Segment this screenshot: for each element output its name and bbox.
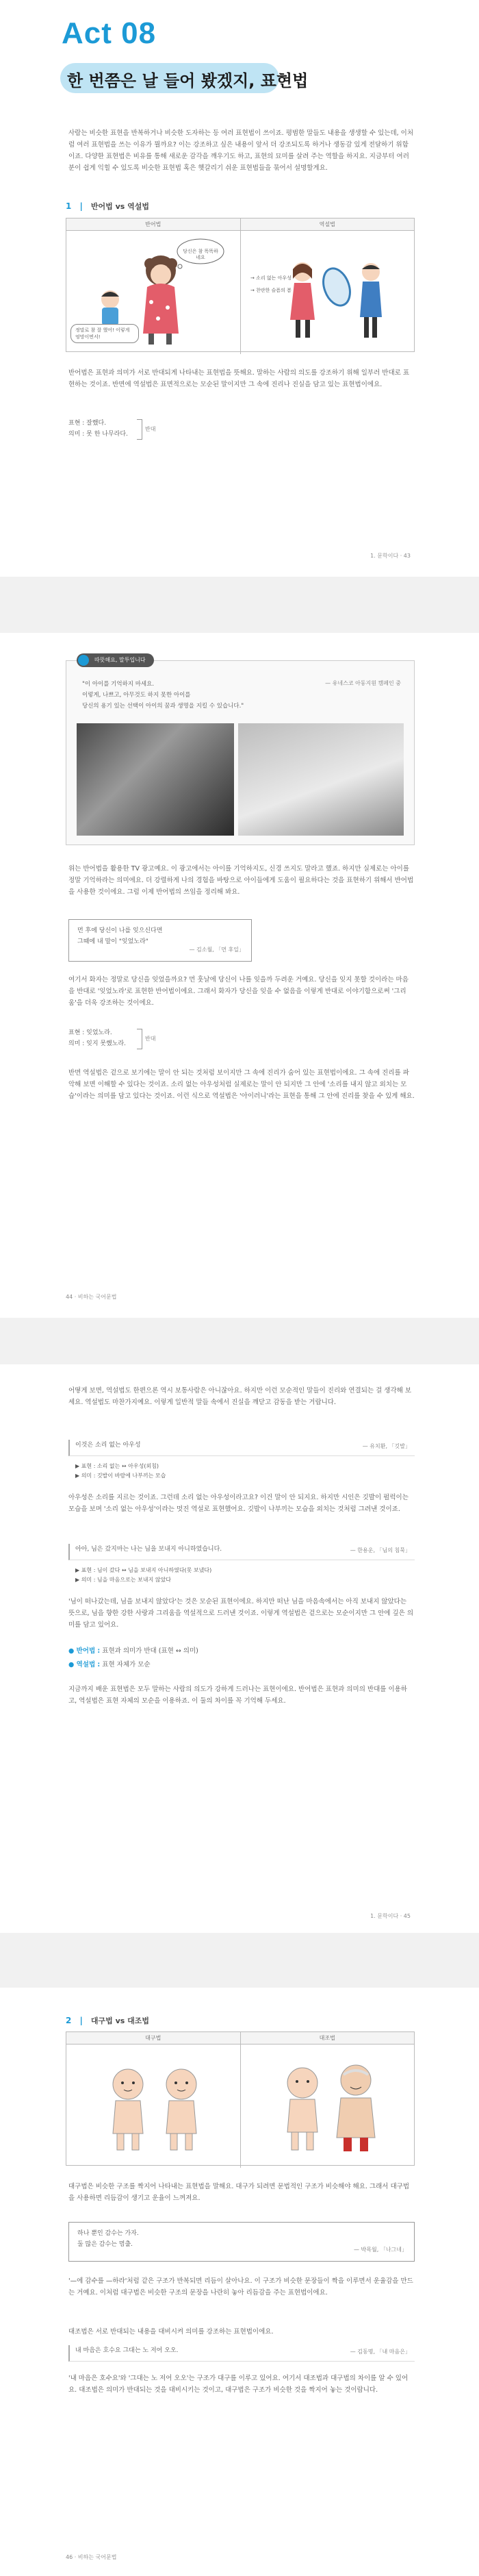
p2-para-3-text: 반면 역설법은 겉으로 보기에는 말이 안 되는 것처럼 보이지만 그 속에 진리가 숨어 있는 표현법이에요. 그 속에 진리를 파악해 보면 이해할 수 있다는 것이죠. 소리 없는 아우성처럼 실제로는 말이 안 되지만 그 안에 '소리를 내지 않고 외치는 모습'이라는 의미를 담고 있다는 것이죠. 이런 식으로 역설법은 '아이러니'라는 표현을 통해 그 안에 진리를 찾을 수 있게 해요. — [68, 1069, 415, 1100]
p2-label-block — [68, 1027, 126, 1049]
p3-para-3: '님이 떠나갔는데, 님을 보내지 않았다'는 것은 모순된 표현이에요. 하지만 떠난 님을 마음속에서는 아직 보내지 않았다는 뜻으로, 님을 향한 강한 사랑과 그리움을 역설적으로 드러낸 것이죠. 이렇게 역설법은 겉으로는 모순이지만 그 안에 깊은 의미를 담고 있어요. — [68, 1598, 414, 1629]
p2-example-box — [68, 919, 252, 962]
p3-example-2-cite: — 한용운, 「님의 침묵」 — [350, 1547, 411, 1553]
quote-line-1: "이 아이를 기억하지 마세요. — [82, 681, 155, 688]
p1-label-meaning: 의미 : 못 한 나무라다. — [68, 431, 128, 438]
p3-para-4: 지금까지 배운 표현법은 모두 말하는 사람의 의도가 강하게 드러나는 표현이에요. 반어법은 표현과 의미의 반대를 이용하고, 역설법은 표현 자체의 모순을 이용하죠. 이 둘의 차이를 꼭 기억해 두세요. — [68, 1686, 407, 1705]
section-heading — [66, 201, 149, 212]
section-number-2: 2 | — [66, 2016, 86, 2025]
illustration-left — [66, 231, 240, 354]
p3-para-2: 아우성은 소리를 지르는 것이죠. 그런데 소리 없는 아우성이라고요? 이건 말이 안 되지요. 하지만 시인은 깃발이 펄럭이는 모습을 보며 '소리 없는 아우성'이라는 멋진 역설로 표현했어요. 깃발이 나부끼는 모습을 외치는 것처럼 그려낸 것이죠. — [68, 1494, 409, 1513]
p4-para-4: '내 마음은 호수요'와 '그대는 노 저어 오오'는 구조가 대구를 이루고 있어요. 여기서 대조법과 대구법의 차이를 알 수 있어요. 대조법은 의미가 반대되는 것을 대비시키는 것이고, 대구법은 구조가 비슷한 것을 짝지어 놓는 것이랍니다. — [68, 2375, 409, 2394]
compare-table — [66, 218, 415, 352]
p3-para-1: 어떻게 보면, 역설법도 한편으론 역시 보통사람은 아니잖아요. 하지만 이런 모순적인 말들이 진리와 연결되는 걸 생각해 보세요. 역설법도 마찬가지예요. 이렇게 일반적 말들 속에서 진실을 깨닫고 감동을 받는 거랍니다. — [68, 1387, 412, 1406]
p4-para-3: 대조법은 서로 반대되는 내용을 대비시켜 의미를 강조하는 표현법이에요. — [68, 2328, 274, 2336]
bracket — [137, 419, 142, 440]
section-title: 반어법 vs 역설법 — [90, 202, 150, 211]
p4-example-2-cite: — 김동명, 「내 마음은」 — [350, 2349, 411, 2355]
p2-bracket-label: 반대 — [145, 1036, 156, 1042]
page-folio-3: 1. 문학이다 · 45 — [370, 1913, 411, 1919]
photo-left — [77, 723, 234, 836]
p3-example-1-note-1: ▶ 표현 : 소리 없는 ↔ 아우성(외침) — [75, 1463, 159, 1469]
compare-table-2 — [66, 2031, 415, 2166]
p3-example-2-text: 아아, 님은 갔지마는 나는 님을 보내지 아니하였습니다. — [75, 1546, 222, 1553]
bullet-irony — [68, 1645, 198, 1657]
p2-example-line-2: 그때에 내 말이 "잊었노라" — [77, 938, 148, 945]
section-heading-2 — [66, 2015, 149, 2026]
p3-example-1-text: 이것은 소리 없는 아우성 — [75, 1442, 141, 1449]
p3-example-1-cite: — 유치환, 「깃발」 — [362, 1443, 411, 1449]
p2-para-3 — [68, 1067, 415, 1102]
bullet-irony-text: 표현과 의미가 반대 (표현 ↔ 의미) — [102, 1647, 198, 1655]
page-3 — [0, 1364, 479, 1933]
bullet-irony-label: ● 반어법 : — [68, 1647, 101, 1655]
quote-line-3: 당신의 용기 있는 선택이 아이의 꿈과 생명을 지킬 수 있습니다." — [82, 703, 244, 710]
p2-example-cite: — 김소월, 「먼 후일」 — [189, 947, 244, 953]
p2-label-expression: 표현 : 잊었노라. — [68, 1029, 112, 1036]
p3-example-2-note-2: ▶ 의미 : 님을 마음으로는 보내지 않았다 — [75, 1577, 172, 1583]
p4-example-box-1 — [68, 2222, 415, 2262]
p4-para-1: 대구법은 비슷한 구조를 짝지어 나타내는 표현법을 말해요. 대구가 되려면 문법적인 구조가 비슷해야 해요. 그래서 대구법을 사용하면 리듬감이 생기고 운율이 느껴져요. — [68, 2183, 409, 2202]
p3-example-1-note-2: ▶ 의미 : 깃발이 바람에 나부끼는 모습 — [75, 1473, 166, 1479]
act-title: Act 08 — [62, 16, 157, 50]
page-2 — [0, 633, 479, 1318]
p2-para-2: 여기서 화자는 정말로 당신을 잊었을까요? 먼 훗날에 당신이 나를 잊을까 두려운 거예요. 당신을 잊지 못할 것이라는 마음을 반대로 '잊었노라'로 표현한 반어법이에요. 그래서 화자가 당신을 잊을 수 없음을 이렇게 반대로 이야기함으로써 '그리움'을 더욱 강조하는 것이에요. — [68, 976, 409, 1007]
photo-right — [238, 723, 404, 836]
p4-para-2: '—에 감수를 —하라'처럼 같은 구조가 반복되면 리듬이 살아나요. 이 구조가 비슷한 문장들이 짝을 이루면서 운율감을 만드는 거예요. 이처럼 대구법은 비슷한 구조의 문장을 나란히 놓아 리듬감을 주는 표현법이에요. — [68, 2277, 413, 2297]
p3-example-2-note-1: ▶ 표현 : 님이 갔다 ↔ 님을 보내지 아니하였다(못 보냈다) — [75, 1567, 212, 1573]
contrast-illustration — [241, 2044, 415, 2165]
speech-icon — [78, 655, 89, 666]
quote-citation: — 유네스코 아동지원 캠페인 중 — [325, 680, 401, 686]
bullet-paradox — [68, 1659, 151, 1671]
p1-label-expression: 표현 : 잘했다. — [68, 420, 107, 427]
page-folio-4: 46 · 비하는 국어문법 — [66, 2554, 117, 2560]
p1-example-block — [68, 418, 128, 451]
bubble-paradox-2: → 찬란한 슬픔의 봄 — [250, 288, 292, 293]
p4-example-1-line-1: 하나 뿐인 감수는 가자. — [77, 2230, 139, 2237]
page-1 — [0, 0, 479, 577]
quote-header: 따뜻해요, 말투입니다 — [94, 657, 146, 663]
section-title-2: 대구법 vs 대조법 — [90, 2016, 150, 2025]
bubble-irony-bottom: 정말로 참 잘 했어! 이렇게 엉망이면서! — [70, 324, 139, 343]
page-4 — [0, 1988, 479, 2576]
p2-example-line-1: 먼 후에 당신이 나를 잊으신다면 — [77, 927, 163, 934]
table2-header-right: 대조법 — [240, 2032, 415, 2044]
p4-example-1-cite: — 박목월, 「나그네」 — [354, 2247, 407, 2253]
p4-example-2-text: 내 마음은 호수요 그대는 노 저어 오오. — [75, 2347, 179, 2354]
table-header-left: 반어법 — [66, 218, 240, 230]
page-folio: 1. 문학이다 · 43 — [370, 553, 411, 559]
p2-bracket — [137, 1029, 142, 1049]
irony-paragraph: 반어법은 표현과 의미가 서로 반대되게 나타내는 표현법을 뜻해요. 말하는 사람의 의도를 강조하기 위해 일부러 반대로 표현하는 것이죠. 반면에 역설법은 표면적으로는 모순된 말이지만 그 속에 진리나 진실을 담고 있는 표현법이에요. — [68, 369, 409, 388]
table-header-right: 역설법 — [240, 218, 415, 230]
p2-label-meaning: 의미 : 잊지 못했노라. — [68, 1040, 127, 1047]
twins-illustration-cell — [66, 2044, 240, 2168]
intro-paragraph: 사람는 비슷한 표현을 반복하거나 비슷한 도자하는 등 여러 표현법이 쓰이죠. 평범한 말들도 내용을 생생할 수 있는데, 이처럼 여러 표현법을 쓰는 이유가 뭘까요? 이는 강조하고 싶은 내용이 앞서 더 강조되도록 하거나 생동감 있게 전달하기 위함이죠. 다양한 표현법은 비유를 통해 새로운 감각을 깨우기도 하고, 표현의 묘미를 살려 주는 역할을 하지요. 지금부터 여러분이 쉽게 익힐 수 있도록 비슷한 표현법 혹은 헷갈리기 쉬운 표현법들을 묶어서 설명할게요. — [68, 129, 414, 172]
bubble-paradox-1: → 소리 없는 아우성 — [250, 275, 292, 281]
bullet-paradox-text: 표현 자체가 모순 — [102, 1661, 151, 1668]
act-subtitle: 한 번쯤은 날 들어 봤겠지, 표현법 — [67, 71, 309, 90]
illustration-right — [240, 231, 415, 354]
page-folio-2: 44 · 비하는 국어문법 — [66, 1294, 117, 1300]
contrast-illustration-cell — [240, 2044, 415, 2168]
bullet-paradox-label: ● 역설법 : — [68, 1661, 101, 1668]
quote-line-2: 이렇게, 나쁘고, 아무것도 하지 못한 아이를 — [82, 692, 191, 699]
p4-example-1-line-2: 둘 많은 감수는 멈출. — [77, 2241, 133, 2248]
table2-header-left: 대구법 — [66, 2032, 240, 2044]
bracket-label: 반대 — [145, 426, 156, 432]
twins-illustration — [66, 2044, 240, 2165]
section-number: 1 | — [66, 201, 86, 211]
p2-para-1: 위는 반어법을 활용한 TV 광고예요. 이 광고에서는 아이를 기억하지도, 신경 쓰지도 말라고 했죠. 하지만 실제로는 아이를 정말 기억하라는 의미에요. 더 강렬하게 나의 경험을 바탕으로 아이들에게 도움이 필요하다는 것을 표현하기 위해서 반어법을 사용한 것이에요. 그럼 이제 반어법의 쓰임을 정리해 봐요. — [68, 865, 414, 896]
bubble-irony-top: 당신은 참 똑똑하네요 — [183, 249, 218, 260]
